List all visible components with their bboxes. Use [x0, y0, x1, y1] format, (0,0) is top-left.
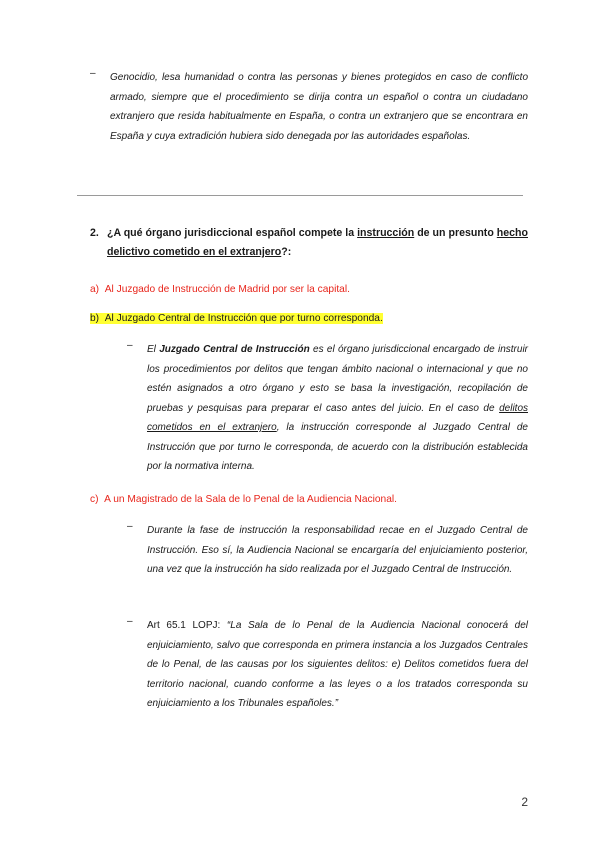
explanation-text-part: El [147, 344, 160, 355]
question-underlined-hecho: hecho delictivo cometido en el extranjero [107, 227, 528, 258]
option-a [90, 283, 350, 297]
question-text-part: ?: [281, 246, 292, 258]
top-bullet-text: Genocidio, lesa humanidad o contra las personas y bienes protegidos en caso de conflicto armado, siempre que el procedimiento se dirija contra un español o contra un ciudadano extranjero que resida habitualmente en España, o contra un extranjero que se encontrara en España y cuya extradición hubiera sido denegada por las autoridades españolas. [110, 72, 528, 142]
question-text-part: de un presunto [414, 227, 497, 239]
bullet-dash: – [90, 68, 96, 79]
bullet-dash: – [127, 521, 133, 532]
explanation-underlined-term: delitos cometidos en el extranjero [147, 402, 528, 433]
option-b-letter: b) [90, 313, 100, 324]
option-c-text: A un Magistrado de la Sala de lo Penal de la Audiencia Nacional. [104, 494, 397, 505]
question-2 [90, 224, 528, 262]
explanation-b-text [147, 340, 528, 477]
explanation-c2-text [147, 616, 528, 714]
question-number: 2. [90, 227, 99, 239]
explanation-c1-text: Durante la fase de instrucción la responsabilidad recae en el Juzgado Central de Instrucción. Eso sí, la Audiencia Nacional se encargaría del enjuiciamiento posterior, una vez que la instrucción ha sido realizada por el Juzgado Central de Instrucción. [147, 525, 528, 575]
question-text [107, 224, 528, 262]
option-b-text: Al Juzgado Central de Instrucción que por turno corresponda. [104, 313, 383, 324]
question-text-part: ¿A qué órgano jurisdiccional español compete la [107, 227, 358, 239]
question-underlined-instruccion: instrucción [357, 227, 415, 239]
top-bullet [90, 68, 528, 146]
option-a-letter: a) [90, 284, 100, 295]
explanation-c1 [127, 521, 528, 580]
explanation-c2 [127, 616, 528, 714]
explanation-text-part: es el órgano jurisdiccional encargado de instruir los procedimientos por delitos que tengan ámbito nacional o internacional y que no estén asignados a otro órgano y esto se basa la investigación, recopilación de pruebas y pesquisas para preparar el caso antes del juicio. En el caso de [147, 344, 528, 414]
option-c [90, 493, 397, 507]
bullet-dash: – [127, 340, 133, 351]
explanation-b [127, 340, 528, 477]
explanation-c2-ref: Art 65.1 LOPJ: [147, 620, 227, 631]
explanation-bold-term: Juzgado Central de Instrucción [159, 344, 310, 355]
option-a-text: Al Juzgado de Instrucción de Madrid por ser la capital. [104, 284, 350, 295]
bullet-dash: – [127, 616, 133, 627]
section-divider [77, 195, 523, 196]
option-b [90, 312, 383, 326]
option-c-letter: c) [90, 494, 99, 505]
explanation-c2-quote: “La Sala de lo Penal de la Audiencia Nacional conocerá del enjuiciamiento, salvo que corresponda en primera instancia a los Juzgados Centrales de lo Penal, de las causas por los siguientes delitos: e) Delitos cometidos fuera del territorio nacional, cuando conforme a las leyes o a los tratados corresponda su enjuiciamiento a los Tribunales españoles.” [147, 620, 528, 709]
option-b-highlight [90, 313, 383, 324]
page-number: 2 [521, 795, 528, 809]
explanation-text-part: , la instrucción corresponde al Juzgado Central de Instrucción que por turno le corresponda, de acuerdo con la distribución establecida por la normativa interna. [147, 422, 528, 472]
